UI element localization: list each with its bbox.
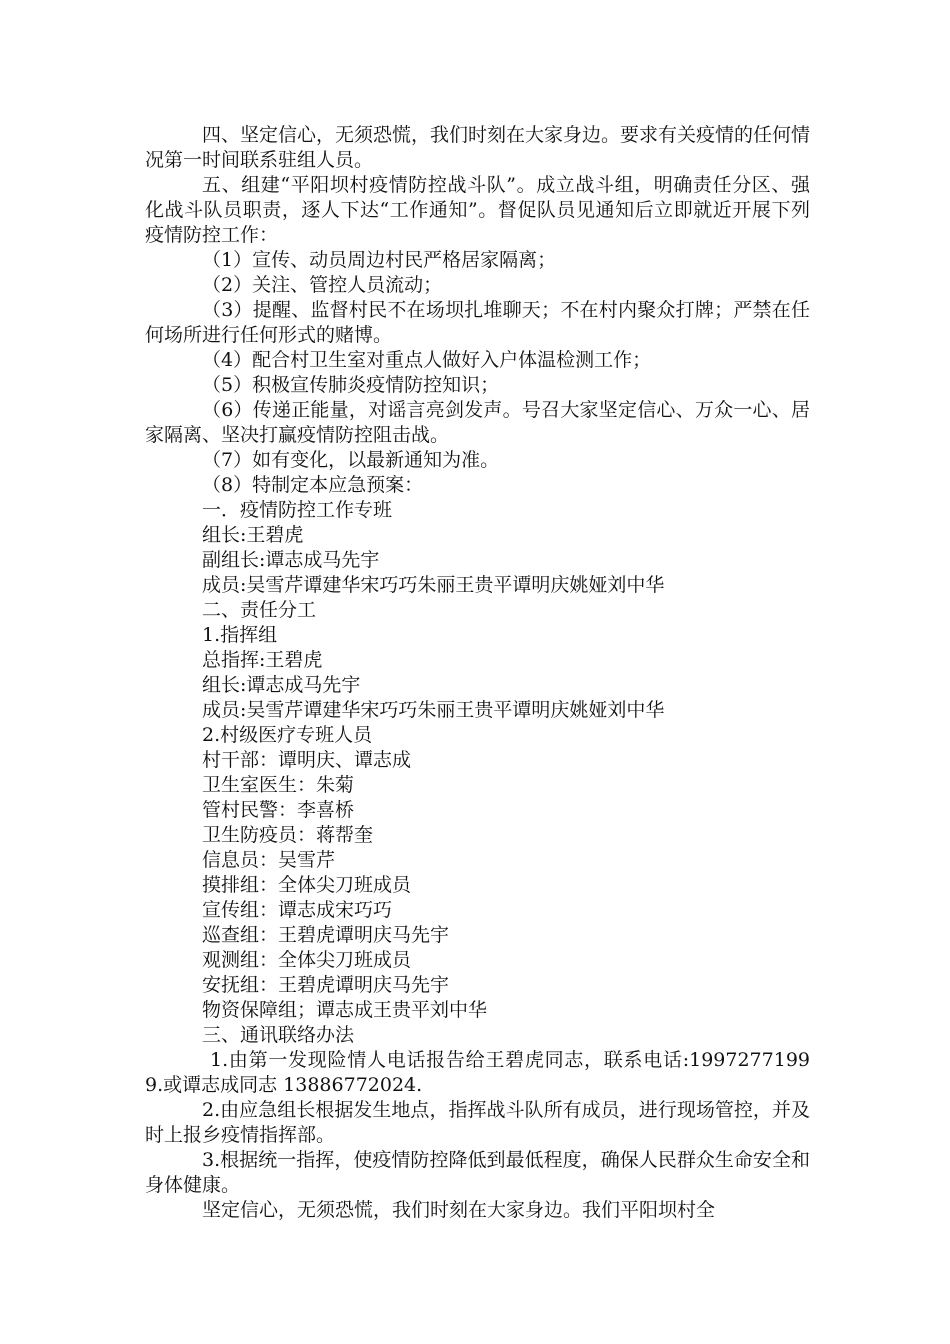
- list-item: 信息员：吴雪芹: [202, 849, 336, 871]
- paragraph-6: （4）配合村卫生室对重点人做好入户体温检测工作；: [202, 349, 652, 371]
- document-body: [145, 123, 810, 1223]
- list-item: 组长:王碧虎: [202, 524, 304, 546]
- paragraph-9: （7）如有变化，以最新通知为准。: [202, 449, 500, 471]
- paragraph-contact: 1.由第一发现险情人电话报告给王碧虎同志，联系电话:19972771999.或谭志成同志 13886772024.: [145, 1049, 810, 1096]
- list-item: 物资保障组；谭志成王贵平刘中华: [202, 999, 488, 1021]
- list-item: 总指挥:王碧虎: [202, 649, 323, 671]
- paragraph-2: 五、组建“平阳坝村疫情防控战斗队”。成立战斗组，明确责任分区、强化战斗队员职责，逐人下达“工作通知”。督促队员见通知后立即就近开展下列疫情防控工作：: [145, 174, 810, 246]
- paragraph-1: 四、坚定信心，无须恐慌，我们时刻在大家身边。要求有关疫情的任何情况第一时间联系驻组人员。: [145, 124, 811, 171]
- paragraph-10: （8）特制定本应急预案：: [202, 474, 424, 496]
- subsection-heading: 2.村级医疗专班人员: [202, 724, 373, 746]
- paragraph-5: （3）提醒、监督村民不在场坝扎堆聊天；不在村内聚众打牌；严禁在任何场所进行任何形式的赌博。: [145, 299, 810, 346]
- paragraph-closing: 坚定信心，无须恐慌，我们时刻在大家身边。我们平阳坝村全: [202, 1199, 716, 1221]
- list-item: 卫生室医生：朱菊: [202, 774, 355, 796]
- list-item: 卫生防疫员：蒋帮奎: [202, 824, 374, 846]
- paragraph-4: （2）关注、管控人员流动；: [202, 274, 443, 296]
- list-item: 村干部：谭明庆、谭志成: [202, 749, 412, 771]
- section-heading-2: 二、责任分工: [202, 599, 317, 621]
- subsection-heading: 1.指挥组: [202, 624, 278, 646]
- list-item: 成员:吴雪芹谭建华宋巧巧朱丽王贵平谭明庆姚娅刘中华: [202, 699, 665, 721]
- section-heading-3: 三、通讯联络办法: [202, 1024, 355, 1046]
- paragraph-3: （1）宣传、动员周边村民严格居家隔离；: [202, 249, 557, 271]
- list-item: 巡查组：王碧虎谭明庆马先宇: [202, 924, 450, 946]
- list-item: 组长:谭志成马先宇: [202, 674, 361, 696]
- section-heading-1: 一．疫情防控工作专班: [202, 499, 393, 521]
- list-item: 成员:吴雪芹谭建华宋巧巧朱丽王贵平谭明庆姚娅刘中华: [202, 574, 665, 596]
- paragraph-7: （5）积极宣传肺炎疫情防控知识；: [202, 374, 500, 396]
- paragraph-safety: 3.根据统一指挥，使疫情防控降低到最低程度，确保人民群众生命安全和身体健康。: [145, 1149, 810, 1196]
- paragraph-command: 2.由应急组长根据发生地点，指挥战斗队所有成员，进行现场管控，并及时上报乡疫情指挥部。: [145, 1099, 810, 1146]
- list-item: 安抚组：王碧虎谭明庆马先宇: [202, 974, 450, 996]
- list-item: 摸排组：全体尖刀班成员: [202, 874, 412, 896]
- list-item: 管村民警：李喜桥: [202, 799, 355, 821]
- list-item: 副组长:谭志成马先宇: [202, 549, 380, 571]
- list-item: 宣传组：谭志成宋巧巧: [202, 899, 393, 921]
- paragraph-8: （6）传递正能量，对谣言亮剑发声。号召大家坚定信心、万众一心、居家隔离、坚决打赢疫情防控阻击战。: [145, 399, 810, 446]
- list-item: 观测组：全体尖刀班成员: [202, 949, 412, 971]
